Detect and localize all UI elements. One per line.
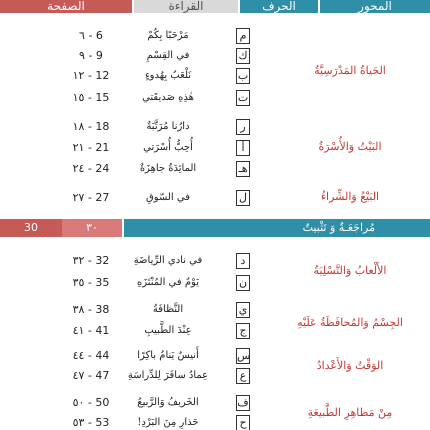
row-pages: ٤٤ - 44 — [72, 349, 110, 362]
table-header — [0, 0, 430, 13]
row-reading: أُحِبُّ أُسْرَتي — [143, 142, 193, 153]
row-letter: ب — [237, 69, 249, 82]
header-reading: القراءة — [134, 0, 238, 13]
row-reading: في السّوقِ — [146, 192, 190, 203]
table-row — [0, 26, 430, 46]
row-pages: ٢٤ - 24 — [72, 162, 110, 175]
row-pages: ٣٢ - 32 — [72, 254, 110, 267]
row-reading: عِنْدَ الطَّبيبِ — [144, 325, 192, 336]
section-axis: البَيْتُ وَالأُسْرَةُ — [318, 140, 382, 153]
row-reading: هٰذِهِ صَديقَتي — [142, 92, 194, 103]
divider-page-latin: 30 — [0, 219, 62, 237]
row-letter: أ — [236, 140, 250, 156]
header-page: الصفحة — [0, 0, 132, 13]
row-reading: الخَريفُ وَالرَّبيعُ — [137, 397, 199, 408]
review-divider — [0, 219, 430, 237]
section-axis: الحَياةُ المَدْرَسِيَّةُ — [314, 64, 386, 77]
row-reading: عِمادٌ سافَرَ لِلدِّراسَةِ — [127, 370, 209, 381]
row-pages: ٢٧ - 27 — [72, 191, 110, 204]
row-reading: في القِسْمِ — [146, 50, 190, 61]
row-pages: ٥٣ - 53 — [72, 416, 110, 429]
section-axis: البَيْعُ وَالشِّراءُ — [320, 190, 380, 203]
section-axis: الجِسْمُ وَالمُحافَظَةُ عَلَيْهِ — [297, 316, 403, 329]
row-letter: ت — [237, 91, 249, 104]
row-letter: ر — [236, 119, 250, 135]
row-reading: دارُنا مُرَتَّبَةٌ — [146, 121, 190, 132]
section-axis: مِنْ مَظاهِرِ الطَّبيعَةِ — [307, 406, 393, 419]
header-letter: الحرف — [240, 0, 318, 13]
row-letter: س — [237, 349, 251, 362]
row-letter: ك — [236, 48, 250, 64]
table-row — [0, 117, 430, 137]
row-pages: ٢١ - 21 — [72, 141, 110, 154]
row-reading: يَوْمٌ في المُنْتَزَهِ — [136, 277, 199, 288]
row-reading: النَّظافَةُ — [152, 304, 184, 315]
table-row — [0, 46, 430, 66]
row-letter: ن — [236, 275, 250, 291]
section-axis: الأَلْعابُ وَالتَّسْلِيَةُ — [313, 264, 387, 277]
divider-title: مُراجَعَـةٌ وَ تَثْبيتٌ — [124, 219, 430, 237]
row-letter: ف — [237, 396, 249, 409]
section-axis: الوَقْتُ وَالأَعْدادُ — [316, 359, 384, 372]
row-letter: ي — [236, 302, 250, 318]
row-reading: المائِدَةُ جاهِزَةٌ — [139, 163, 197, 174]
row-pages: ١٥ - 15 — [72, 91, 110, 104]
row-letter: ح — [236, 415, 250, 430]
row-reading: في نادي الرِّياضَةِ — [133, 255, 203, 266]
divider-page-arabic: ٣٠ — [62, 219, 122, 237]
row-pages: ٣٥ - 35 — [72, 276, 110, 289]
header-axis: المحور — [320, 0, 430, 13]
row-letter: ج — [236, 323, 250, 339]
row-reading: نَلْعَبُ بِهُدوءٍ — [144, 70, 192, 81]
row-pages: ٣٨ - 38 — [72, 303, 110, 316]
row-reading: حَذارِ مِنَ البَرْدِ! — [137, 417, 199, 428]
row-letter: م — [236, 28, 250, 44]
row-pages: ١٢ - 12 — [72, 69, 110, 82]
row-letter: هـ — [236, 161, 250, 177]
row-pages: ٥٠ - 50 — [72, 396, 110, 409]
row-reading: مَرْحَبًا بِكُمْ — [147, 30, 189, 41]
row-reading: أَنيسٌ يَنامُ باكِرًا — [137, 350, 199, 361]
row-letter: ل — [236, 190, 250, 206]
row-letter: د — [236, 253, 250, 269]
row-pages: ٩ - 9 — [79, 49, 103, 62]
row-pages: ١٨ - 18 — [72, 120, 110, 133]
table-row — [0, 159, 430, 179]
row-pages: ٦ - 6 — [79, 29, 103, 42]
table-row — [0, 88, 430, 108]
row-pages: ٤١ - 41 — [72, 324, 110, 337]
row-letter: ع — [236, 368, 250, 384]
row-pages: ٤٧ - 47 — [72, 369, 110, 382]
